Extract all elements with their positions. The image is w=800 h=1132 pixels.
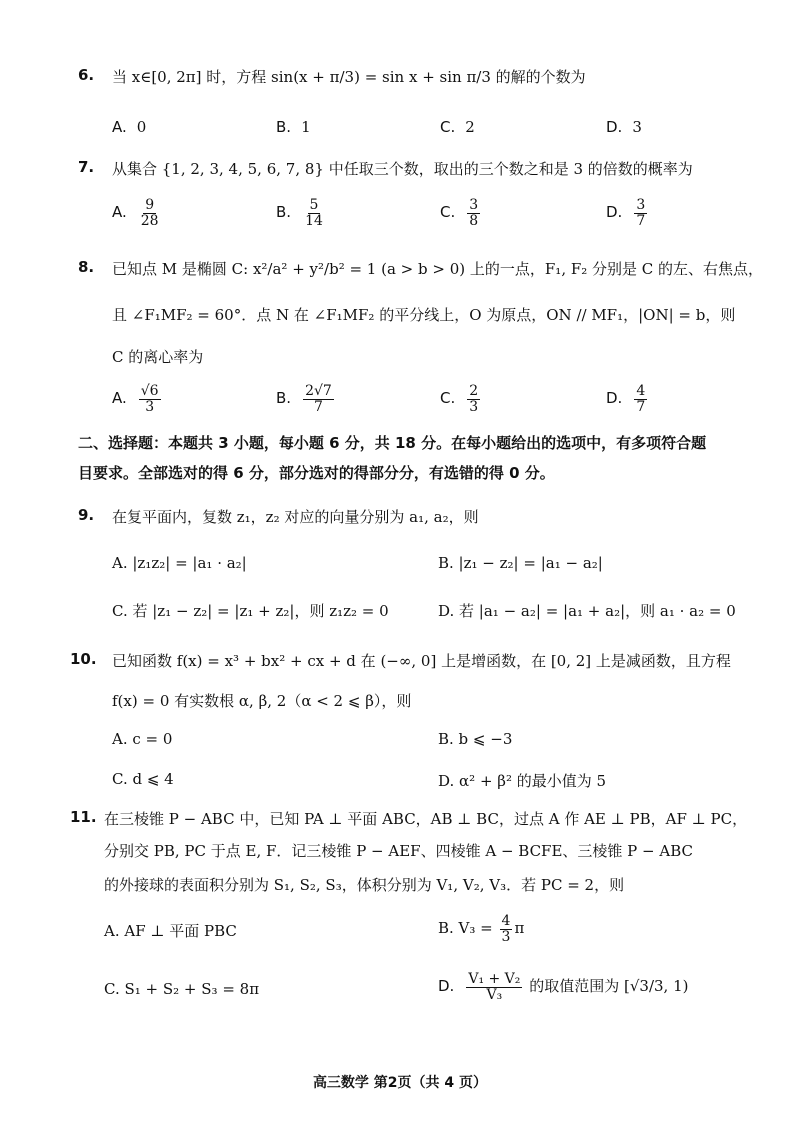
question-10-option-a: A. c = 0 (112, 730, 173, 748)
question-11-option-d: D. $\frac{\text{V₁ + V₂}}{\text{V₃}}$ 的取值范围为 [√3/3, 1) (438, 971, 689, 1003)
fraction: $\frac{2√7}{7}$ (305, 383, 332, 415)
question-11-line-3: 的外接球的表面积分别为 S₁, S₂, S₃，体积分别为 V₁, V₂, V₃．若 PC = 2，则 (104, 876, 625, 894)
question-7-stem: 从集合 {1, 2, 3, 4, 5, 6, 7, 8} 中任取三个数，取出的三个数之和是 3 的倍数的概率为 (112, 160, 693, 178)
question-8-option-b: B. $\frac{2√7}{7}$ (276, 383, 332, 415)
question-7-option-c: C. $\frac{3}{8}$ (440, 197, 479, 229)
question-11-option-c: C. S₁ + S₂ + S₃ = 8π (104, 980, 260, 998)
fraction: $\frac{3}{7}$ (636, 197, 646, 229)
question-9-option-c: C. 若 |z₁ − z₂| = |z₁ + z₂|，则 z₁z₂ = 0 (112, 602, 389, 620)
fraction: $\frac{√6}{3}$ (140, 383, 159, 415)
question-9-option-a: A. |z₁z₂| = |a₁ · a₂| (112, 554, 247, 572)
question-10-option-b: B. b ⩽ −3 (438, 730, 513, 748)
question-9-option-d: D. 若 |a₁ − a₂| = |a₁ + a₂|，则 a₁ · a₂ = 0 (438, 602, 736, 620)
fraction: $\frac{3}{8}$ (469, 197, 479, 229)
question-6-number: 6. (78, 66, 95, 84)
question-9-number: 9. (78, 506, 95, 524)
question-8-number: 8. (78, 258, 95, 276)
fraction: $\frac{4}{7}$ (636, 383, 646, 415)
question-11-line-2: 分别交 PB, PC 于点 E, F．记三棱锥 P − AEF、四棱锥 A − BCFE、三棱锥 P − ABC (104, 842, 693, 860)
page-footer: 高三数学 第2页（共 4 页） (312, 1075, 488, 1091)
question-6-option-a: A. 0 (112, 118, 147, 136)
section-2-heading-line-2: 目要求。全部选对的得 6 分，部分选对的得部分分，有选错的得 0 分。 (78, 464, 555, 482)
fraction: $\frac{9}{28}$ (140, 197, 159, 229)
question-7-option-b: B. $\frac{5}{14}$ (276, 197, 323, 229)
question-7-number: 7. (78, 158, 95, 176)
question-10-option-c: C. d ⩽ 4 (112, 770, 174, 788)
fraction: $\frac{2}{3}$ (469, 383, 479, 415)
question-8-line-1: 已知点 M 是椭圆 C: x²/a² + y²/b² = 1 (a > b > 0) 上的一点，F₁, F₂ 分别是 C 的左、右焦点， (112, 260, 764, 278)
question-10-number: 10. (70, 650, 97, 668)
question-11-number: 11. (70, 808, 97, 826)
section-2-heading-line-1: 二、选择题：本题共 3 小题，每小题 6 分，共 18 分。在每小题给出的选项中，有多项符合题 (78, 434, 707, 452)
question-8-line-2: 且 ∠F₁MF₂ = 60°．点 N 在 ∠F₁MF₂ 的平分线上，O 为原点，ON // MF₁，|ON| = b，则 (112, 306, 736, 324)
fraction: $\frac{\text{V₁ + V₂}}{\text{V₃}}$ (468, 971, 521, 1003)
question-7-option-d: D. $\frac{3}{7}$ (606, 197, 646, 229)
question-6-option-d: D. 3 (606, 118, 642, 136)
question-8-option-d: D. $\frac{4}{7}$ (606, 383, 646, 415)
question-7-option-a: A. $\frac{9}{28}$ (112, 197, 159, 229)
question-10-line-1: 已知函数 f(x) = x³ + bx² + cx + d 在 (−∞, 0] 上是增函数，在 [0, 2] 上是减函数，且方程 (112, 652, 731, 670)
question-6-stem: 当 x∈[0, 2π] 时，方程 sin(x + π/3) = sin x + sin π/3 的解的个数为 (112, 68, 586, 86)
question-8-line-3: C 的离心率为 (112, 348, 204, 366)
question-10-line-2: f(x) = 0 有实数根 α, β, 2（α < 2 ⩽ β），则 (112, 692, 412, 710)
question-11-line-1: 在三棱锥 P − ABC 中，已知 PA ⊥ 平面 ABC，AB ⊥ BC，过点 A 作 AE ⊥ PB，AF ⊥ PC， (104, 810, 748, 828)
question-6-option-c: C. 2 (440, 118, 475, 136)
question-8-option-a: A. $\frac{√6}{3}$ (112, 383, 159, 415)
range-interval: [√3/3, 1) (623, 977, 689, 996)
question-8-option-c: C. $\frac{2}{3}$ (440, 383, 479, 415)
fraction: $\frac{5}{14}$ (305, 197, 323, 229)
question-9-stem: 在复平面内，复数 z₁，z₂ 对应的向量分别为 a₁, a₂，则 (112, 508, 479, 526)
fraction: $\frac{4}{3}$ (501, 913, 511, 945)
question-9-option-b: B. |z₁ − z₂| = |a₁ − a₂| (438, 554, 603, 572)
question-6-option-b: B. 1 (276, 118, 311, 136)
question-10-option-d: D. α² + β² 的最小值为 5 (438, 772, 607, 790)
question-11-option-b: B. V₃ = $\frac{4}{3}$ π (438, 913, 525, 945)
question-11-option-a: A. AF ⊥ 平面 PBC (104, 922, 237, 940)
